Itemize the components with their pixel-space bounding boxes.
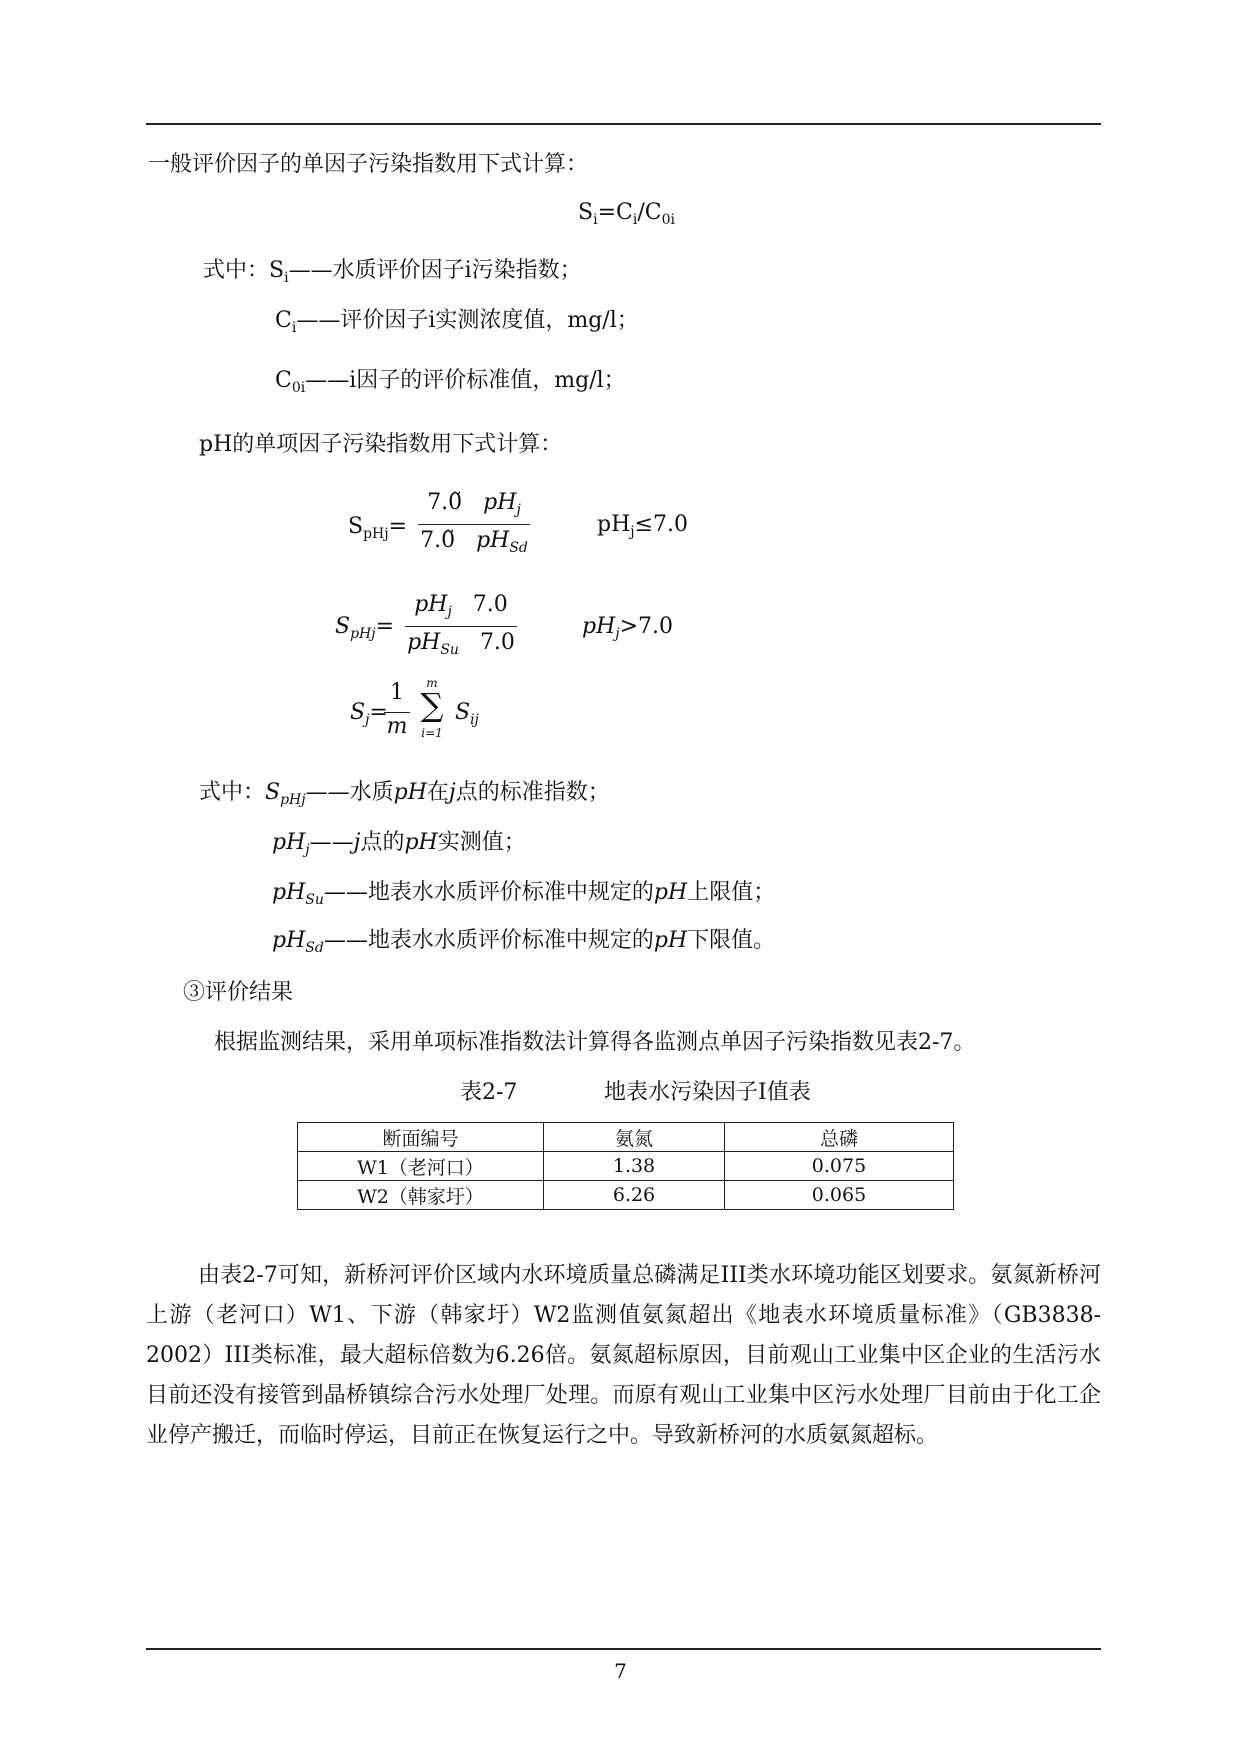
formula-ph-high-lhs: $S_{pHj}=$ [335,614,395,642]
definition-phsd: $pH_{Sd}——$地表水水质评价标准中规定的pH下限值。 [272,928,776,956]
formula-ph-low-fraction-bar [418,524,530,525]
formula-sum-lhs: $S_j=$ [350,700,388,728]
definition-si: 式中：$S_i——$水质评价因子i污染指数； [203,258,582,286]
table-row [298,1181,954,1210]
formula-ph-low-numerator: 7.0̃ $pH_j$ [427,490,521,518]
formula-ph-high-fraction-bar [405,626,517,627]
definition-c0i: $C_{0i}——i$因子的评价标准值，mg/l； [275,368,626,396]
table-cell: 0.075 [725,1152,954,1181]
formula-ph-high-condition: $pH_j>7.0$ [582,614,674,642]
ph-intro: pH的单项因子污染指数用下式计算： [199,432,563,457]
table-cell: W1（老河口） [298,1152,544,1181]
table-cell: W2（韩家圩） [298,1181,544,1210]
definition-sphj: 式中：$S_{pHj}——$水质pH在j点的标准指数； [199,780,610,808]
table-header-cell: 氨氮 [544,1123,725,1152]
formula-sum-lower-limit: i=1 [421,726,443,740]
page-number: 7 [614,1659,627,1683]
data-table [297,1122,954,1210]
formula-sum-sigma: ∑ [420,686,444,724]
table-cell: 1.38 [544,1152,725,1181]
table-row [298,1152,954,1181]
intro-line: 一般评价因子的单因子污染指数用下式计算： [148,152,589,177]
formula-ph-low-denominator: 7.0̃ $pH_{Sd}$ [420,528,528,556]
conclusion-paragraph: 由表2-7可知，新桥河评价区域内水环境质量总磷满足III类水环境功能区划要求。氨氮新桥河上游（老河口）W1、下游（韩家圩）W2监测值氨氮超出《地表水环境质量标准》（GB3838-2002）III类标准，最大超标倍数为6.26倍。氨氮超标原因，目前观山工业集中区企业的生活污水目前还没有接管到晶桥镇综合污水处理厂处理。而原有观山工业集中区污水处理厂目前由于化工企业停产搬迁，而临时停运，目前正在恢复运行之中。导致新桥河的水质氨氮超标。 [146,1263,1101,1448]
formula-si: $S_i=C_i/C_{0i}$ [578,200,675,228]
table-header-row [298,1123,954,1152]
table-cell: 0.065 [725,1181,954,1210]
table-caption-number: 表2-7 [460,1080,518,1105]
formula-sum-fraction-bar [384,712,410,713]
footer-rule [146,1648,1101,1650]
formula-ph-high-numerator: $pH_j$ 7.0 [414,592,508,620]
definition-phj: $pH_j——j$点的pH实测值； [272,830,526,858]
table-header-cell: 总磷 [725,1123,954,1152]
formula-sum-term: $S_{ij}$ [455,700,479,728]
table-cell: 6.26 [544,1181,725,1210]
definition-ci: $C_i——$评价因子i实测浓度值，mg/l； [275,308,639,336]
formula-sum-m: m [386,714,408,739]
header-rule [146,123,1101,125]
formula-sum-one: 1 [390,680,404,705]
result-intro: 根据监测结果，采用单项标准指数法计算得各监测点单因子污染指数见表2-7。 [214,1030,976,1055]
section-title: ③评价结果 [183,980,294,1005]
formula-ph-low-lhs: $S_{pHj}=$ [348,514,408,542]
formula-sum-upper-limit: m [426,676,438,690]
formula-ph-high-denominator: $pH_{Su}$ 7.0 [407,630,515,658]
table-header-cell: 断面编号 [298,1123,544,1152]
formula-ph-low-condition: $pH_j\le 7.0$ [597,512,689,540]
table-caption-title: 地表水污染因子I值表 [604,1080,811,1105]
definition-phsu: $pH_{Su}——$地表水水质评价标准中规定的pH上限值； [272,880,776,908]
